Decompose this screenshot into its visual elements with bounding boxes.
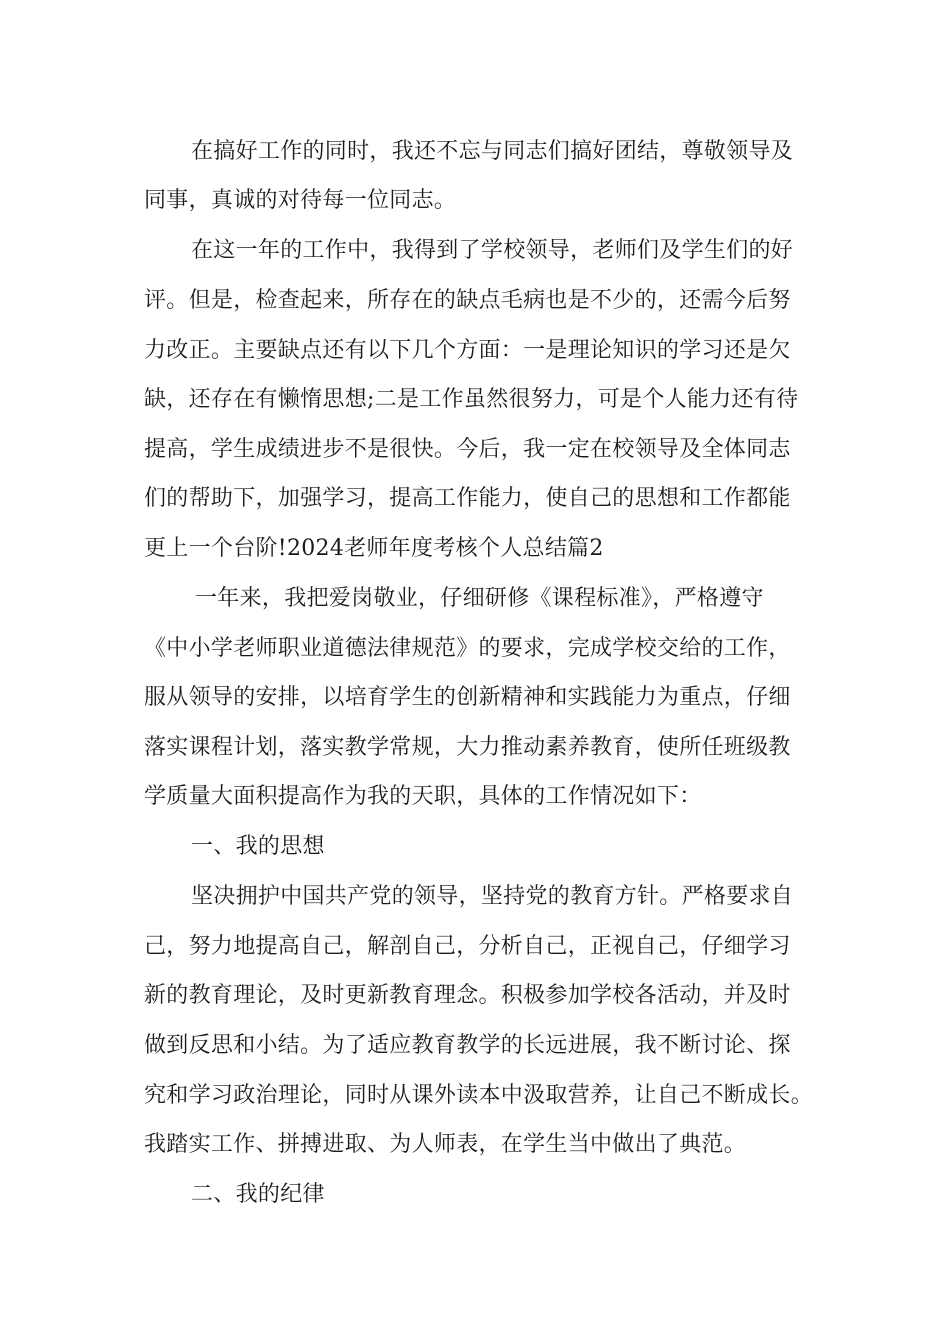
section-heading-discipline: 二、我的纪律 (191, 1182, 325, 1207)
paragraph-1-line-1: 在搞好工作的同时，我还不忘与同志们搞好团结，尊敬领导及 (191, 139, 794, 164)
paragraph-2-line-7: 更上一个台阶!2024老师年度考核个人总结篇2 (144, 536, 604, 561)
paragraph-2-line-4: 缺，还存在有懒惰思想;二是工作虽然很努力，可是个人能力还有待 (144, 387, 799, 412)
paragraph-2-line-3: 力改正。主要缺点还有以下几个方面：一是理论知识的学习还是欠 (144, 338, 791, 363)
paragraph-1-line-2: 同事，真诚的对待每一位同志。 (144, 188, 457, 213)
paragraph-4-line-3: 新的教育理论，及时更新教育理念。积极参加学校各活动，并及时 (144, 983, 791, 1008)
paragraph-4-line-1: 坚决拥护中国共产党的领导，坚持党的教育方针。严格要求自 (191, 884, 794, 909)
paragraph-2-line-6: 们的帮助下，加强学习，提高工作能力，使自己的思想和工作都能 (144, 486, 791, 511)
paragraph-3-line-4: 落实课程计划，落实教学常规，大力推动素养教育，使所任班级教 (144, 735, 791, 760)
paragraph-2-line-1: 在这一年的工作中，我得到了学校领导，老师们及学生们的好 (191, 238, 794, 263)
paragraph-3-line-5: 学质量大面积提高作为我的天职，具体的工作情况如下： (144, 784, 702, 809)
paragraph-4-line-5: 究和学习政治理论，同时从课外读本中汲取营养，让自己不断成长。 (144, 1083, 814, 1108)
paragraph-4-line-4: 做到反思和小结。为了适应教育教学的长远进展，我不断讨论、探 (144, 1033, 791, 1058)
paragraph-4-line-6: 我踏实工作、拼搏进取、为人师表，在学生当中做出了典范。 (144, 1132, 747, 1157)
section-heading-thought: 一、我的思想 (191, 834, 325, 859)
paragraph-3-line-3: 服从领导的安排，以培育学生的创新精神和实践能力为重点，仔细 (144, 685, 791, 710)
paragraph-2-line-2: 评。但是，检查起来，所存在的缺点毛病也是不少的，还需今后努 (144, 288, 791, 313)
paragraph-3-line-2: 《中小学老师职业道德法律规范》的要求，完成学校交给的工作， (144, 636, 791, 661)
paragraph-3-line-1: 一年来，我把爱岗敬业，仔细研修《课程标准》，严格遵守 (195, 586, 764, 611)
paragraph-2-line-5: 提高，学生成绩进步不是很快。今后，我一定在校领导及全体同志 (144, 437, 791, 462)
paragraph-4-line-2: 己，努力地提高自己，解剖自己，分析自己，正视自己，仔细学习 (144, 934, 791, 959)
